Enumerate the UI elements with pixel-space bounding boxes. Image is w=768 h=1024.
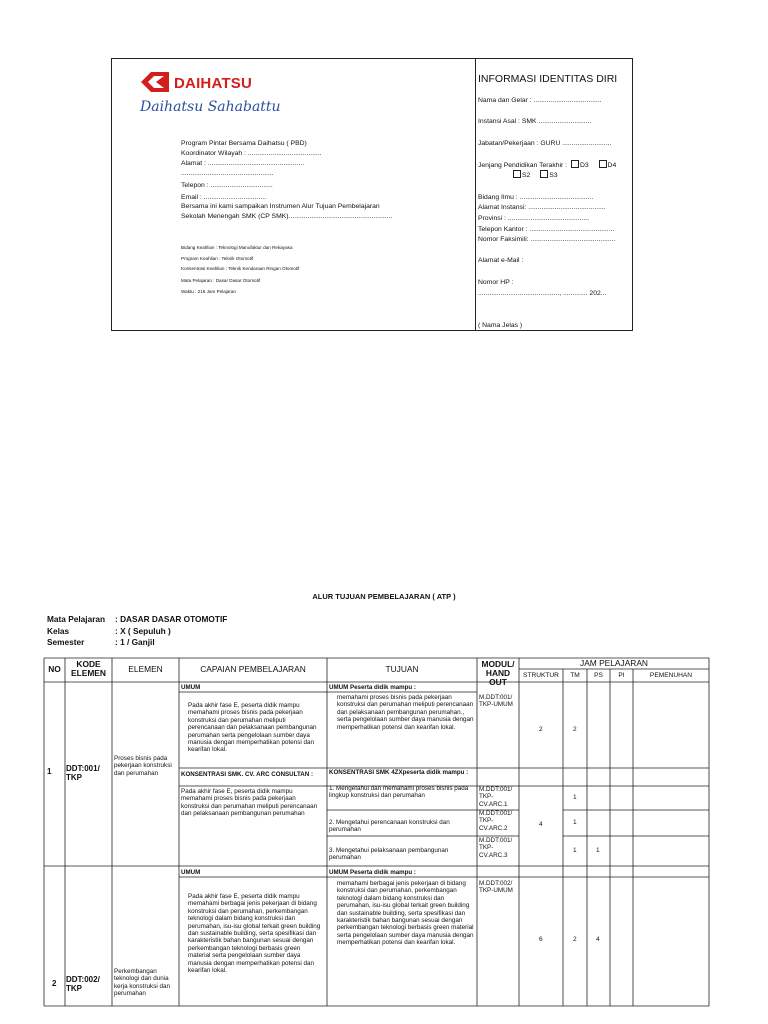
header-no: NO	[48, 664, 61, 674]
option-d4: D4	[607, 162, 617, 169]
program-line: .................................................	[181, 170, 274, 177]
row2-no: 2	[52, 979, 57, 988]
field-provinsi: Provinsi : ...........................................	[478, 215, 590, 222]
field-email: Alamat e-Mail :	[478, 257, 524, 264]
identity-box-divider	[475, 59, 476, 330]
row1-modul-item-2: M.DDT:001/ TKP-CV.ARC.2	[479, 810, 513, 832]
program-line: Sekolah Menengah SMK (CP SMK).......................................................	[181, 213, 393, 220]
row2-modul-umum: M.DDT:002/ TKP-UMUM	[479, 880, 513, 895]
row1-kode: DDT:001/ TKP	[66, 764, 100, 782]
field-tanggal: ..........................................., ............. 202...	[478, 290, 607, 297]
row1-tujuan-item-2: 2. Mengetahui perencanaan konstruksi dan perumahan	[329, 819, 450, 834]
row2-cp-umum: Pada akhir fase E, peserta didik mampu memahami berbagai jenis pekerjaan di bidang konstruksi dan perumahan, perkembangan teknologi dalam bidang konstruksi dan perumahan, isu-isu global terkait green building dan sustainable building, serta spesifikasi dan karakteristik bahan bangunan sesuai dengan perkembangan teknologi berbasis green material serta pengelolaan sumber daya manusia dengan memperhatikan potensi dan kearifan lokal.	[188, 893, 321, 975]
row1-modul-umum: M.DDT:001/ TKP-UMUM	[479, 694, 513, 709]
option-s3: S3	[549, 172, 558, 179]
identity-box	[111, 58, 633, 331]
header-cp: CAPAIAN PEMBELAJARAN	[200, 664, 306, 674]
header-tujuan: TUJUAN	[385, 664, 419, 674]
field-faksimili: Nomor Faksimili: .............................................	[478, 236, 616, 243]
meta-value-semester: : 1 / Ganjil	[115, 637, 155, 647]
row2-kode: DDT:002/ TKP	[66, 975, 100, 993]
row1-tm-umum: 2	[573, 726, 577, 733]
row1-tujuan-item-1: 1. Mengetahui dan memahami proses bisnis pada lingkup konstruksi dan perumahan	[329, 785, 469, 800]
checkbox-d4[interactable]	[599, 160, 607, 168]
header-modul: MODUL/ HAND OUT	[481, 659, 515, 687]
detail-line: Mata Pelajaran : Dasar Dasar Otomotif	[181, 278, 261, 283]
program-line: Program Pintar Bersama Daihatsu ( PBD)	[181, 140, 307, 147]
row2-elemen: Perkembangan teknologi dan dunia kerja konstruksi dan perumahan	[114, 968, 170, 998]
option-s2: S2	[522, 172, 531, 179]
meta-label-kelas: Kelas	[47, 626, 70, 636]
row1-tujuan-item-3: 3. Mengetahui pelaksanaan pembangunan perumahan	[329, 847, 449, 862]
info-title: INFORMASI IDENTITAS DIRI	[478, 73, 618, 85]
field-jenjang-2	[511, 170, 558, 180]
checkbox-s2[interactable]	[513, 170, 521, 178]
row1-cp-konsentrasi: Pada akhir fase E, peserta didik mampu memahami proses bisnis pada pekerjaan konstruksi dan perumahan meliputi perencanaan dan pelaksanaan pembangunan perumahan	[181, 788, 318, 818]
jenjang-label: Jenjang Pendidikan Terakhir :	[478, 162, 568, 169]
brand-tagline: Daihatsu Sahabattu	[140, 99, 281, 115]
detail-line: Program Keahlian : Teknik Otomotif	[181, 256, 254, 261]
option-d3: D3	[579, 162, 589, 169]
program-line: Bersama ini kami sampaikan Instrumen Alur Tujuan Pembelajaran	[181, 203, 380, 210]
row1-modul-item-1: M.DDT:001/ TKP-CV.ARC.1	[479, 786, 513, 808]
row2-struktur-umum: 6	[539, 936, 543, 943]
field-telp-kantor: Telepon Kantor : .............................................	[478, 226, 615, 233]
field-jabatan: Jabatan/Pekerjaan : GURU ..........................	[478, 140, 612, 147]
header-pemenuhan: PEMENUHAN	[649, 672, 693, 679]
meta-label-semester: Semester	[47, 637, 85, 647]
header-tm: TM	[570, 672, 580, 679]
row1-elemen: Proses bisnis pada pekerjaan konstruksi dan perumahan	[114, 755, 172, 777]
program-line: Email : .................................	[181, 194, 266, 201]
program-line: Koordinator Wilayah : .......................................	[181, 150, 322, 157]
row1-struktur-konsentrasi: 4	[539, 821, 543, 828]
row2-tujuan-umum: memahami berbagai jenis pekerjaan di bidang konstruksi dan perumahan, perkembangan teknologi dalam bidang konstruksi dan perumahan, isu-isu global terkait green building dan sustainable building, serta spesifikasi dan karakteristik bahan bangunan sesuai dengan perkembangan teknologi berbasis green material serta pengelolaan sumber daya manusia dengan memperhatikan potensi dan kearifan lokal.	[337, 880, 474, 947]
field-hp: Nomor HP :	[478, 279, 514, 286]
row2-tujuan-umum-label: UMUM Peserta didik mampu :	[329, 869, 416, 876]
row2-ps-umum: 4	[596, 936, 600, 943]
brand-name: DAIHATSU	[174, 75, 252, 92]
field-nama-jelas: ( Nama Jelas )	[478, 322, 523, 329]
field-instansi: Instansi Asal : SMK ............................	[478, 118, 592, 125]
header-pi: PI	[618, 672, 625, 679]
meta-value-kelas: : X ( Sepuluh )	[115, 626, 171, 636]
detail-line: Konsentrasi Keahlian : Teknik Kendaraan Ringan Otomotif	[181, 266, 300, 271]
field-alamat-instansi: Alamat Instansi: .........................................	[478, 204, 606, 211]
row1-tujuan-konsentrasi-label: KONSENTRASI SMK 4ZXpeserta didik mampu :	[329, 769, 469, 776]
checkbox-s3[interactable]	[540, 170, 548, 178]
row2-cp-umum-label: UMUM	[181, 869, 201, 876]
row1-modul-item-3: M.DDT:001/ TKP-CV.ARC.3	[479, 837, 513, 859]
row1-tm-item-1: 1	[573, 794, 577, 801]
row1-cp-konsentrasi-label: KONSENTRASI SMK. CV. ARC CONSULTAN :	[181, 771, 314, 778]
field-jenjang	[478, 160, 616, 170]
checkbox-d3[interactable]	[571, 160, 579, 168]
header-jam: JAM PELAJARAN	[580, 658, 648, 668]
row1-tm-item-2: 1	[573, 819, 577, 826]
program-line: Telepon : .................................	[181, 182, 273, 189]
row1-tujuan-umum: memahami proses bisnis pada pekerjaan konstruksi dan perumahan meliputi perencanaan dan pelaksanaan pembangunan perumahan., serta pengelolaan sumber daya manusia dengan memperhatikan potensi dan kearifan lokal.	[337, 694, 474, 731]
header-struktur: STRUKTUR	[523, 672, 559, 679]
row1-cp-umum: Pada akhir fase E, peserta didik mampu memahami proses bisnis pada pekerjaan konstruksi dan perumahan meliputi perencanaan dan pelaksanaan pembangunan perumahan serta pengelolaan sumber daya manusia dengan memperhatikan potensi dan kearifan lokal.	[188, 702, 317, 754]
atp-title: ALUR TUJUAN PEMBELAJARAN ( ATP )	[312, 592, 456, 601]
detail-line: Bidang Keahlian : Teknologi Manufaktur dan Rekayasa	[181, 245, 293, 250]
row1-ps-item-3: 1	[596, 847, 600, 854]
row1-cp-umum-label: UMUM	[181, 684, 201, 691]
row1-tujuan-umum-label: UMUM Peserta didik mampu :	[329, 684, 416, 691]
header-ps: PS	[594, 672, 603, 679]
field-nama: Nama dan Gelar : ....................................	[478, 97, 602, 104]
row1-no: 1	[47, 767, 52, 776]
daihatsu-logo-icon	[139, 71, 171, 93]
row2-tm-umum: 2	[573, 936, 577, 943]
header-elemen: ELEMEN	[128, 664, 163, 674]
meta-value-mapel: : DASAR DASAR OTOMOTIF	[115, 614, 228, 624]
detail-line: Waktu : 216 Jam Pelajaran	[181, 289, 236, 294]
header-kode: KODE ELEMEN	[71, 659, 106, 678]
row1-struktur-umum: 2	[539, 726, 543, 733]
meta-label-mapel: Mata Pelajaran	[47, 614, 106, 624]
row1-tm-item-3: 1	[573, 847, 577, 854]
program-line: Alamat : ...................................................	[181, 160, 305, 167]
field-bidang: Bidang Ilmu : .......................................	[478, 194, 594, 201]
